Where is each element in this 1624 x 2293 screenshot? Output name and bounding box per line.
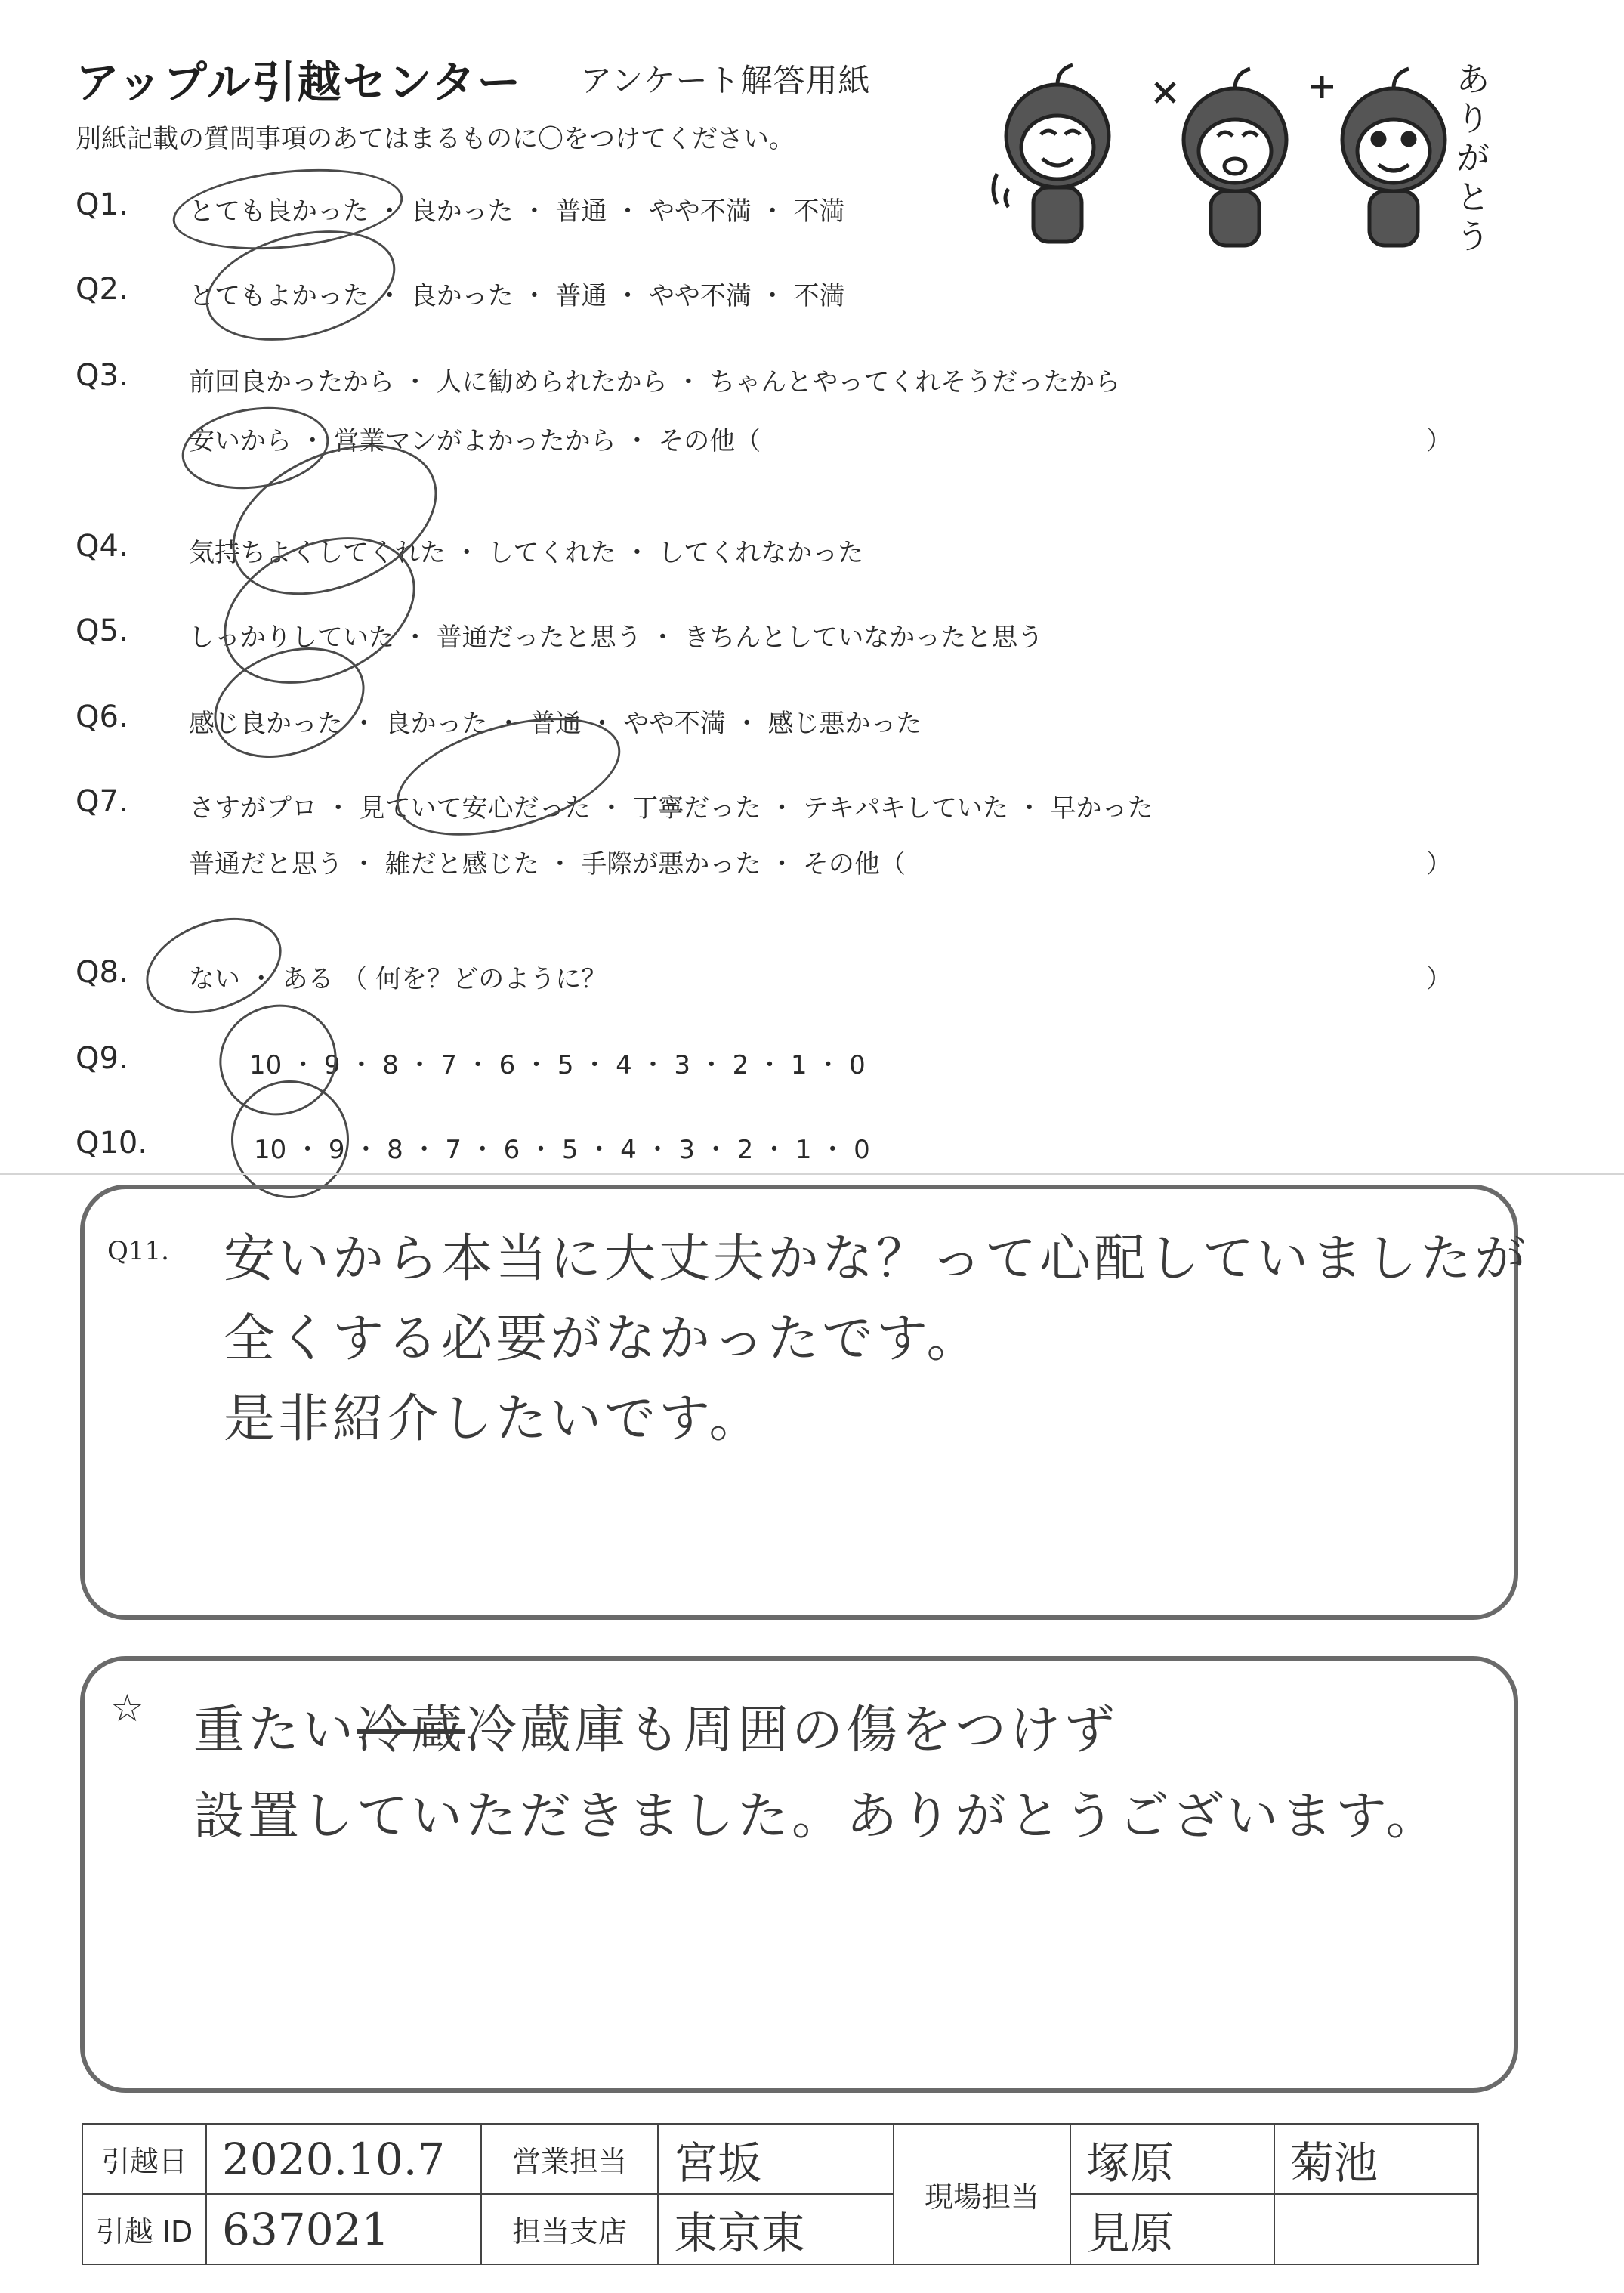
q9-options: 10 ・ 9 ・ 8 ・ 7 ・ 6 ・ 5 ・ 4 ・ 3 ・ 2 ・ 1 ・ 0	[249, 1050, 866, 1080]
field-staff-3: 見原	[1070, 2194, 1274, 2264]
q2-options: とてもよかった ・ 良かった ・ 普通 ・ やや不満 ・ 不満	[189, 281, 845, 311]
q5-options: しっかりしていた ・ 普通だったと思う ・ きちんとしていなかったと思う	[189, 623, 1044, 653]
q4-options: 気持ちよくしてくれた ・ してくれた ・ してくれなかった	[189, 538, 864, 568]
q8-options: ない ・ ある （ 何を？どのように？	[189, 964, 607, 994]
q9-label: Q9.	[76, 1041, 128, 1076]
sales-value: 宮坂	[658, 2124, 894, 2194]
field-staff-empty	[1274, 2194, 1478, 2264]
footer-info-table	[82, 2123, 1479, 2265]
q7-options-line1: さすがプロ ・ 見ていて安心だった ・ 丁寧だった ・ テキパキしていた ・ 早かった	[189, 793, 1153, 824]
sales-label: 営業担当	[481, 2124, 658, 2194]
mascot-illustration	[974, 45, 1496, 257]
q5-label: Q5.	[76, 613, 128, 648]
comment-line1-start: 重たい	[193, 1701, 357, 1760]
move-id-label: 引越 ID	[82, 2194, 206, 2264]
comment-line1-end: 冷蔵庫も周囲の傷をつけず	[465, 1701, 1119, 1760]
q8-close-paren: ）	[1426, 964, 1452, 994]
q11-answer-line2: 全くする必要がなかったです。	[224, 1309, 981, 1369]
q11-answer-line1: 安いから本当に大丈夫かな？って心配していましたが	[224, 1229, 1530, 1289]
move-id-value: 637021	[206, 2194, 481, 2264]
q7-options-line2: 普通だと思う ・ 雑だと感じた ・ 手際が悪かった ・ その他（	[189, 849, 906, 879]
q7-close-paren: ）	[1426, 849, 1452, 879]
comment-line2: 設置していただきました。ありがとうございます。	[193, 1787, 1440, 1846]
q10-options: 10 ・ 9 ・ 8 ・ 7 ・ 6 ・ 5 ・ 4 ・ 3 ・ 2 ・ 1 ・ 0	[254, 1135, 870, 1165]
q6-options: 感じ良かった ・ 良かった ・ 普通 ・ やや不満 ・ 感じ悪かった	[189, 709, 922, 739]
q4-label: Q4.	[76, 529, 128, 564]
q3-close-paren: ）	[1426, 426, 1452, 456]
q3-options-line1: 前回良かったから ・ 人に勧められたから ・ ちゃんとやってくれそうだったから	[189, 367, 1121, 397]
instruction-text: 別紙記載の質問事項のあてはまるものに〇をつけてください。	[76, 124, 795, 154]
q1-options: とても良かった ・ 良かった ・ 普通 ・ やや不満 ・ 不満	[189, 196, 845, 227]
field-staff-1: 塚原	[1070, 2124, 1274, 2194]
branch-label: 担当支店	[481, 2194, 658, 2264]
field-staff-label: 現場担当	[894, 2124, 1070, 2264]
q7-label: Q7.	[76, 784, 128, 819]
q10-label: Q10.	[76, 1126, 148, 1160]
q2-label: Q2.	[76, 272, 128, 307]
field-staff-2: 菊池	[1274, 2124, 1478, 2194]
q1-label: Q1.	[76, 187, 128, 222]
star-label: ☆	[110, 1686, 144, 1730]
struck-word: 冷蔵	[357, 1701, 466, 1760]
move-date-label: 引越日	[82, 2124, 206, 2194]
mascot-caption: ありがとう	[1456, 60, 1490, 256]
company-name: アップル引越センター	[76, 57, 523, 108]
comment-line1	[193, 1689, 1118, 1763]
q3-label: Q3.	[76, 358, 128, 393]
fold-line	[0, 1173, 1624, 1175]
q11-label: Q11.	[107, 1236, 169, 1266]
q3-options-line2: 安いから ・ 営業マンがよかったから ・ その他（	[189, 426, 761, 456]
q6-label: Q6.	[76, 700, 128, 734]
form-title: アンケート解答用紙	[580, 62, 871, 99]
q11-answer-line3: 是非紹介したいです。	[224, 1389, 764, 1449]
branch-value: 東京東	[658, 2194, 894, 2264]
q8-label: Q8.	[76, 955, 128, 990]
move-date-value: 2020.10.7	[206, 2124, 481, 2194]
